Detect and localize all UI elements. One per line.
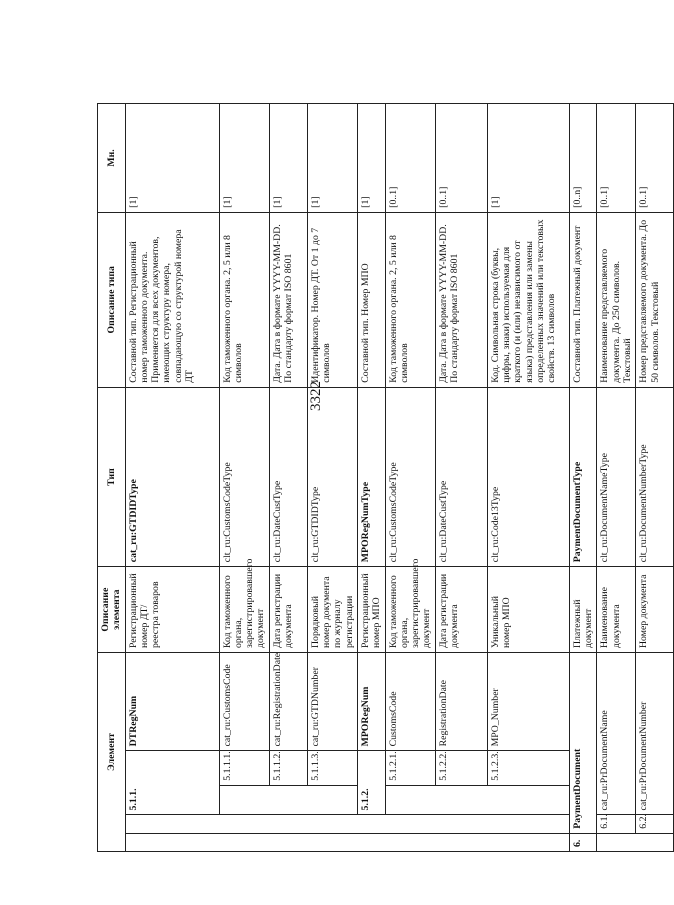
- indent-cell: [125, 833, 569, 851]
- multiplicity: [0..1]: [597, 104, 636, 213]
- table-row: [307, 67, 357, 852]
- element-name: MPO_Number: [487, 653, 569, 751]
- type-desc: Составной тип. Номер МПО: [357, 212, 385, 387]
- document-table-rotated: [97, 67, 661, 852]
- row-number: 6.2.: [636, 815, 674, 833]
- multiplicity: [1]: [269, 104, 307, 213]
- table-row: [385, 67, 435, 852]
- type-desc: Составной тип. Платежный документ: [569, 212, 597, 387]
- type-desc: Код таможенного органа. 2, 5 или 8 символов: [219, 212, 269, 387]
- multiplicity: [1]: [357, 104, 385, 213]
- multiplicity: [0..1]: [636, 104, 674, 213]
- multiplicity: [1]: [487, 104, 569, 213]
- element-name: cat_ru:RegistrationDate: [269, 653, 307, 751]
- type-desc: Составной тип. Регистрационный номер таможенного документа. Применяется для всех документов, имеющих структуру номера, совпадающую со структурой номера ДТ: [125, 212, 219, 387]
- indent-cell: [125, 815, 569, 833]
- element-name: cat_ru:CustomsCode: [219, 653, 269, 751]
- row-number: 6.1.: [597, 815, 636, 833]
- element-type: clt_ru:CustomsCodeType: [219, 387, 269, 567]
- element-name: PaymentDocument: [569, 653, 597, 834]
- element-type: clt_ru:CustomsCodeType: [385, 387, 435, 567]
- element-type: cat_ru:GTDIDType: [125, 387, 219, 567]
- multiplicity: [0..1]: [435, 104, 487, 213]
- element-name: cat_ru:GTDNumber: [307, 653, 357, 751]
- element-type: PaymentDocumentType: [569, 387, 597, 567]
- row-number: 5.1.2.: [357, 751, 385, 815]
- element-name: DTRegNum: [125, 653, 219, 751]
- header-element: Элемент: [98, 653, 126, 852]
- element-type: clt_ru:DateCustType: [435, 387, 487, 567]
- element-name: MPORegNum: [357, 653, 385, 751]
- type-desc: Дата. Дата в формате YYYY-MM-DD. По стандарту формат ISO 8601: [435, 212, 487, 387]
- row-number: 5.1.1.: [125, 751, 219, 815]
- indent-cell: [385, 785, 569, 815]
- row-number: 5.1.2.3.: [487, 751, 569, 785]
- type-desc: Наименование представляемого документа. До 250 символов. Текстовый: [597, 212, 636, 387]
- multiplicity: [0..n]: [569, 104, 597, 213]
- indent-cell: [597, 833, 674, 851]
- row-number: 5.1.1.2.: [269, 751, 307, 785]
- row-number: 5.1.2.1.: [385, 751, 435, 785]
- page-number: 3322: [308, 381, 324, 411]
- element-type: clt_ru:DocumentNumberType: [636, 387, 674, 567]
- table-row: [435, 67, 487, 852]
- spacer-cell: [569, 67, 597, 104]
- type-desc: Идентификатор. Номер ДТ. От 1 до 7 символов: [307, 212, 357, 387]
- table-row: [569, 67, 597, 852]
- spacer-cell: [125, 67, 569, 104]
- multiplicity: [1]: [125, 104, 219, 213]
- type-desc: Код. Символьная строка (буквы, цифры, знаки) используемая для краткого (и (или) независимого от языка) представления или замены определенных значений или текстовых свойств. 13 символов: [487, 212, 569, 387]
- type-desc: Код таможенного органа. 2, 5 или 8 символов: [385, 212, 435, 387]
- element-desc: Дата регистрации документа: [269, 567, 307, 653]
- table-row: [597, 67, 636, 852]
- spacer-cell: [636, 67, 674, 104]
- row-number: 6.: [569, 833, 597, 851]
- table-row: [487, 67, 569, 852]
- element-type: clt_ru:GTDIDType: [307, 387, 357, 567]
- row-number: 5.1.1.3.: [307, 751, 357, 785]
- table-row: [269, 67, 307, 852]
- element-desc: Наименование документа: [597, 567, 636, 653]
- multiplicity: [0..1]: [385, 104, 435, 213]
- element-name: cat_ru:PrDocumentNumber: [636, 653, 674, 815]
- table-row: [636, 67, 674, 852]
- header-mult: Мн.: [98, 104, 126, 213]
- element-name: CustomsCode: [385, 653, 435, 751]
- element-desc: Регистрационный номер МПО: [357, 567, 385, 653]
- spacer-cell: [597, 67, 636, 104]
- multiplicity: [1]: [307, 104, 357, 213]
- element-desc: Код таможенного органа, зарегистрировавшего документ: [219, 567, 269, 653]
- header-type: Тип: [98, 387, 126, 567]
- type-desc: Дата. Дата в формате YYYY-MM-DD. По стандарту формат ISO 8601: [269, 212, 307, 387]
- element-desc: Номер документа: [636, 567, 674, 653]
- element-type: clt_ru:Code13Type: [487, 387, 569, 567]
- element-desc: Регистрационный номер ДТ/ реестра товаров: [125, 567, 219, 653]
- element-name: RegistrationDate: [435, 653, 487, 751]
- type-desc: Номер представляемого документа. До 50 символов. Текстовый: [636, 212, 674, 387]
- element-name: cat_ru:PrDocumentName: [597, 653, 636, 815]
- spacer-cell: [98, 67, 126, 104]
- row-number: 5.1.1.1.: [219, 751, 269, 785]
- indent-cell: [219, 785, 357, 815]
- table-row: [125, 67, 219, 852]
- multiplicity: [1]: [219, 104, 269, 213]
- table-row: [219, 67, 269, 852]
- element-desc: Код таможенного органа, зарегистрировавшего документ: [385, 567, 435, 653]
- element-desc: Дата регистрации документа: [435, 567, 487, 653]
- element-type: clt_ru:DateCustType: [269, 387, 307, 567]
- row-number: 5.1.2.2.: [435, 751, 487, 785]
- header-element-desc: Описание элемента: [98, 567, 126, 653]
- table-row: [357, 67, 385, 852]
- header-type-desc: Описание типа: [98, 212, 126, 387]
- table-header-row: [98, 67, 126, 852]
- element-desc: Платежный документ: [569, 567, 597, 653]
- element-type: clt_ru:DocumentNameType: [597, 387, 636, 567]
- element-desc: Порядковый номер документа по журналу регистрации: [307, 567, 357, 653]
- element-type: MPORegNumType: [357, 387, 385, 567]
- element-desc: Уникальный номер МПО: [487, 567, 569, 653]
- element-spec-table: [97, 67, 674, 852]
